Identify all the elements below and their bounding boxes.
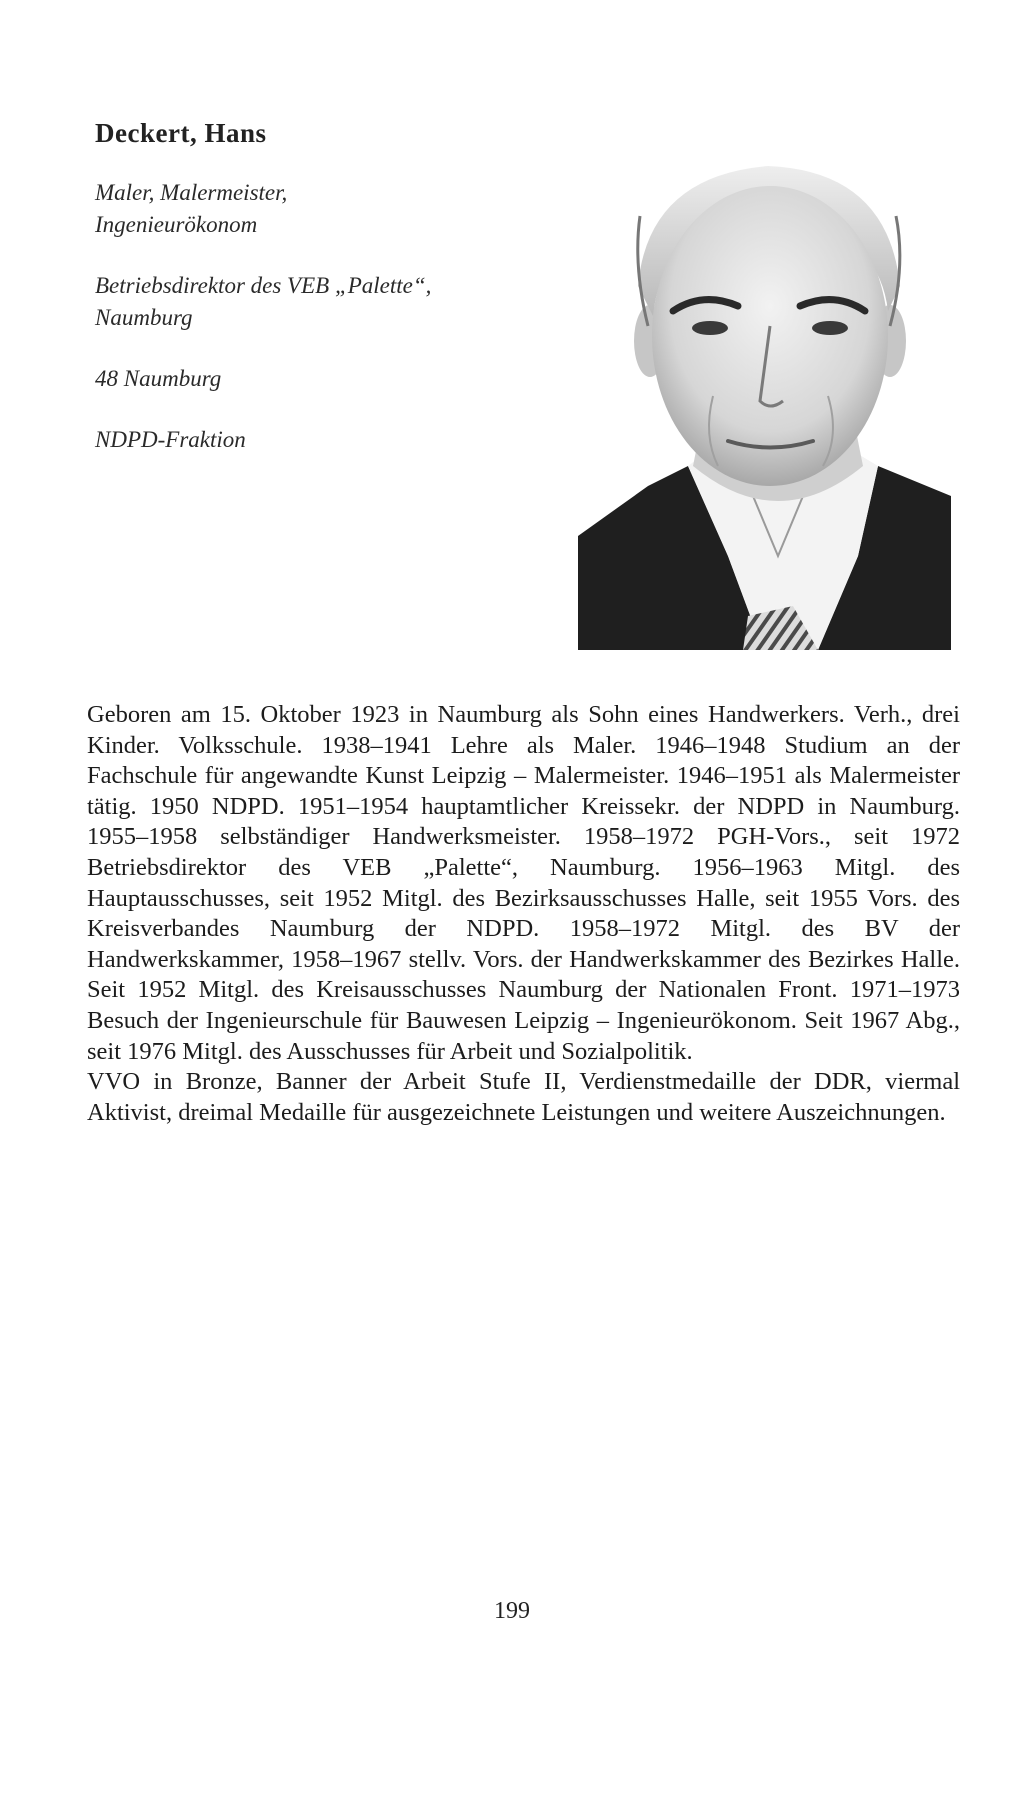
awards-paragraph: VVO in Bronze, Banner der Arbeit Stufe II, Verdienstmedaille der DDR, viermal Aktivist, dreimal Medaille für ausgezeichnete Leistungen und weitere Auszeichnungen. [87, 1068, 960, 1126]
address: 48 Naumburg [95, 366, 222, 391]
person-name: Deckert, Hans [95, 118, 267, 148]
profession-line: Ingenieurökonom [95, 212, 258, 237]
profession-line: Maler, Malermeister, [95, 180, 288, 205]
profession [95, 177, 555, 241]
page-number: 199 [494, 1598, 530, 1624]
position-line: Naumburg [95, 305, 193, 330]
position [95, 270, 555, 334]
position-line: Betriebsdirektor des VEB „Palette“, [95, 273, 432, 298]
portrait-photo [578, 136, 951, 650]
biography-paragraph: Geboren am 15. Oktober 1923 in Naumburg als Sohn eines Handwerkers. Verh., drei Kinder. Volksschule. 1938–1941 Lehre als Maler. 1946–1948 Studium an der Fachschule für angewandte Kunst Leipzig – Malermeister. 1946–1951 als Malermeister tätig. 1950 NDPD. 1951–1954 hauptamtlicher Kreissekr. der NDPD in Naumburg. 1955–1958 selbständiger Handwerksmeister. 1958–1972 PGH-Vors., seit 1972 Betriebsdirektor des VEB „Palette“, Naumburg. 1956–1963 Mitgl. des Hauptausschusses, seit 1952 Mitgl. des Bezirksausschusses Halle, seit 1955 Vors. des Kreisverbandes Naumburg der NDPD. 1958–1972 Mitgl. des BV der Handwerkskammer, 1958–1967 stellv. Vors. der Handwerkskammer des Bezirkes Halle. Seit 1952 Mitgl. des Kreisausschusses Naumburg der Nationalen Front. 1971–1973 Besuch der Ingenieurschule für Bauwesen Leipzig – Ingenieurökonom. Seit 1967 Abg., seit 1976 Mitgl. des Ausschusses für Arbeit und Sozialpolitik. [87, 701, 960, 1065]
biography [87, 700, 960, 1128]
faction: NDPD-Fraktion [95, 427, 246, 452]
entry-header [95, 118, 555, 485]
